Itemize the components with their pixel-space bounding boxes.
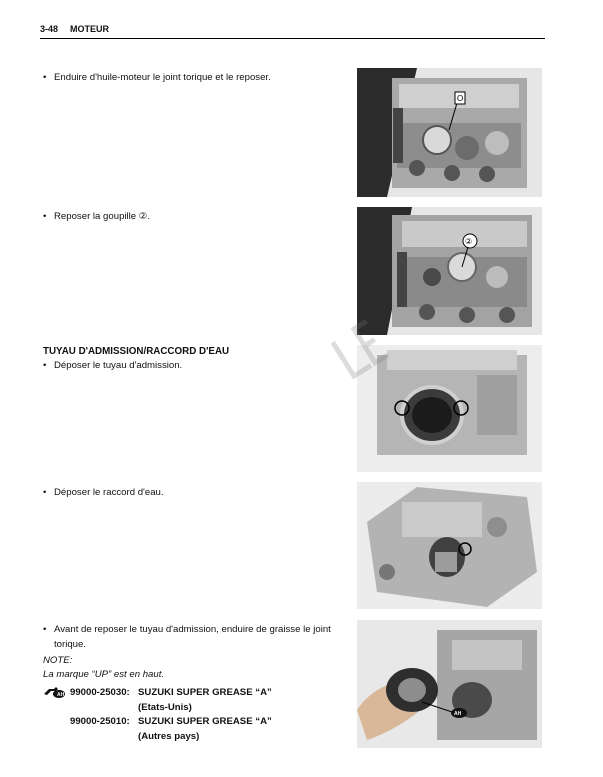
grease-name-1: SUZUKI SUPER GREASE “A” (138, 687, 272, 698)
grease-icon (43, 685, 67, 699)
step-install-pin (43, 209, 343, 224)
grease-code-1: 99000-25030: (70, 687, 130, 698)
bullet-icon: • (43, 487, 47, 498)
step-remove-water-union (43, 485, 343, 500)
svg-text:②: ② (465, 237, 473, 246)
step-text: Reposer la goupille ②. (54, 211, 151, 222)
bullet-icon: • (43, 360, 47, 371)
page-number: 3-48 (40, 24, 59, 34)
svg-text:O: O (457, 94, 464, 103)
step-remove-intake (43, 358, 343, 373)
step-grease-o-ring (43, 622, 343, 652)
bullet-icon: • (43, 211, 47, 222)
step-text: Enduire d'huile-moteur le joint torique et le reposer. (54, 72, 271, 83)
section-title: TUYAU D'ADMISSION/RACCORD D'EAU (43, 346, 230, 357)
step-oil-o-ring (43, 70, 343, 85)
photo-cylinder-head-o-ring (357, 68, 542, 197)
step-text: Déposer le tuyau d'admission. (54, 360, 183, 371)
grease-region-1: (Etats-Unis) (138, 702, 192, 713)
bullet-icon: • (43, 72, 47, 83)
note-text: La marque “UP” est en haut. (43, 669, 165, 680)
grease-region-2: (Autres pays) (138, 731, 200, 742)
step-text: Avant de reposer le tuyau d'admission, enduire de graisse le joint torique. (54, 624, 331, 650)
grease-code-2: 99000-25010: (70, 716, 130, 727)
note-label: NOTE: (43, 655, 73, 666)
page-header (40, 16, 545, 39)
photo-grease-o-ring (357, 620, 542, 748)
photo-water-union (357, 482, 542, 609)
bullet-icon: • (43, 624, 47, 635)
step-text: Déposer le raccord d'eau. (54, 487, 164, 498)
grease-name-2: SUZUKI SUPER GREASE “A” (138, 716, 272, 727)
svg-text:AH: AH (454, 711, 462, 717)
svg-text:AH: AH (57, 692, 65, 698)
chapter-title: MOTEUR (70, 24, 109, 34)
